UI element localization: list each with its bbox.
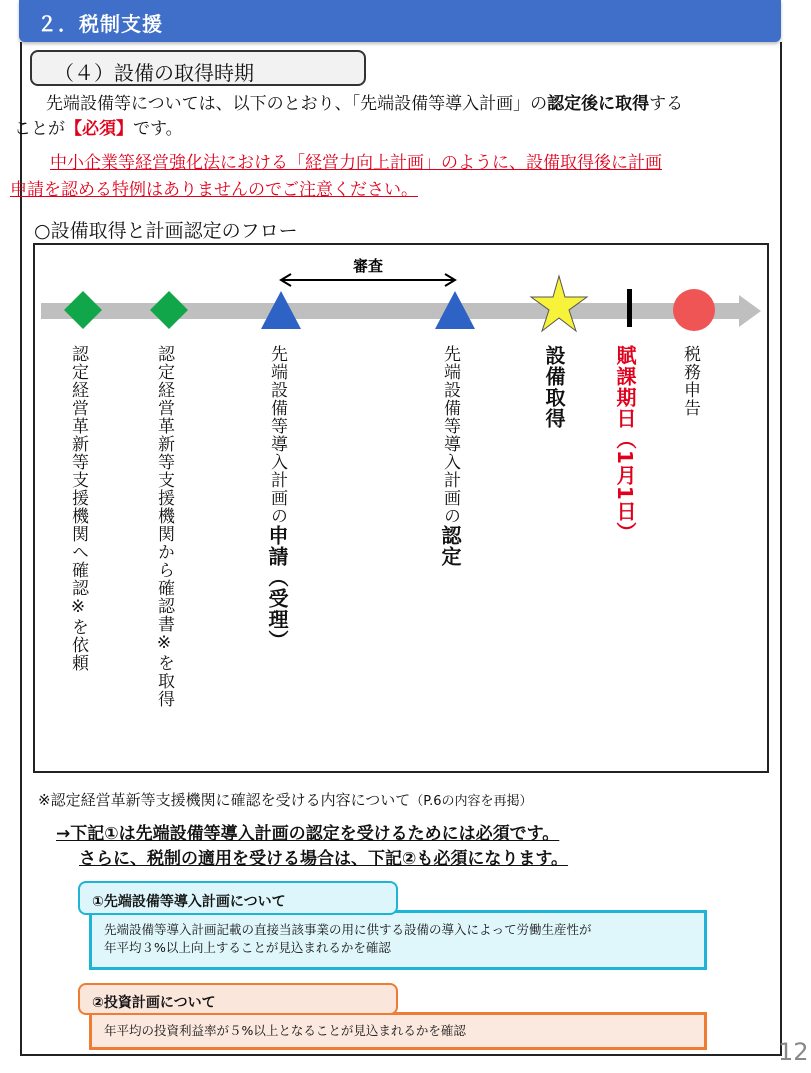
step-6-label: 賦課期日（1月1日） — [613, 345, 637, 543]
conclusion-line-2: さらに、税制の適用を受ける場合は、下記②も必須になります。 — [79, 849, 569, 869]
step-1-label: 認定経営革新等支援機関へ確認※を依頼 — [68, 345, 88, 672]
step-2-label: 認定経営革新等支援機関から確認書※を取得 — [154, 345, 174, 708]
note-main: ※認定経営革新等支援機関に確認を受ける内容について — [38, 791, 411, 809]
star-marker — [531, 276, 587, 331]
conclusion-line-1: →下記①は先端設備等導入計画の認定を受けるためには必須です。 — [56, 824, 560, 844]
step-4-label — [438, 345, 462, 567]
section-header-bar — [19, 0, 781, 42]
review-span-arrow — [281, 274, 455, 286]
step-3-text: 先端設備等導入計画の — [267, 345, 287, 525]
card-investment-body — [89, 1012, 707, 1050]
subsection-title: （４）設備の取得時期 — [30, 50, 366, 86]
card-investment-text: 年平均の投資利益率が５%以上となることが見込まれるかを確認 — [104, 1023, 466, 1038]
note-text — [38, 789, 533, 810]
flow-diagram — [33, 243, 769, 773]
note-ref: （P.6の内容を再掲） — [410, 794, 533, 809]
intro-paragraph — [14, 92, 765, 142]
warning-notice — [10, 150, 765, 204]
card-plan-line-2: 年平均３%以上向上することが見込まれるかを確認 — [104, 940, 391, 955]
page-number: 12 — [778, 1038, 809, 1066]
step-7-label: 税務申告 — [680, 345, 700, 417]
warning-line-2: 申請を認める特例はありませんのでご注意ください。 — [10, 180, 418, 200]
diamond-marker-2 — [150, 291, 188, 329]
intro-required: 【必須】 — [65, 119, 133, 139]
step-4-text: 先端設備等導入計画の — [440, 345, 460, 525]
flow-svg — [35, 245, 767, 771]
intro-text-2: ことが — [14, 119, 65, 139]
card-plan-text — [92, 913, 704, 957]
step-3-emphasis: 申請（受理） — [265, 525, 289, 651]
card-plan-title: ①先端設備等導入計画について — [78, 881, 398, 915]
step-3-label — [265, 345, 289, 651]
step-5-label: 設備取得 — [542, 345, 566, 429]
intro-text-3: です。 — [133, 119, 183, 139]
intro-text-1b: する — [649, 94, 684, 114]
diamond-marker-1 — [64, 291, 102, 329]
card-plan-line-1: 先端設備等導入計画記載の直接当該事業の用に供する設備の導入によって労働生産性が — [104, 922, 592, 937]
card-plan-body — [89, 910, 707, 970]
warning-line-1: 中小企業等経営強化法における「経営力向上計画」のように、設備取得後に計画 — [50, 153, 662, 173]
conclusion-block — [56, 822, 568, 872]
card-investment-title: ②投資計画について — [78, 983, 398, 1015]
section-title: ２．税制支援 — [37, 12, 163, 36]
flow-title: ○設備取得と計画認定のフロー — [34, 220, 298, 242]
intro-bold: 認定後に取得 — [547, 94, 650, 114]
timeline-arrow — [41, 295, 761, 327]
intro-text-1: 先端設備等については、以下のとおり、「先端設備等導入計画」の — [46, 94, 548, 114]
review-label: 審査 — [352, 257, 384, 275]
deadline-bar-marker — [627, 289, 632, 327]
circle-marker — [673, 289, 715, 331]
step-4-emphasis: 認定 — [438, 525, 462, 567]
